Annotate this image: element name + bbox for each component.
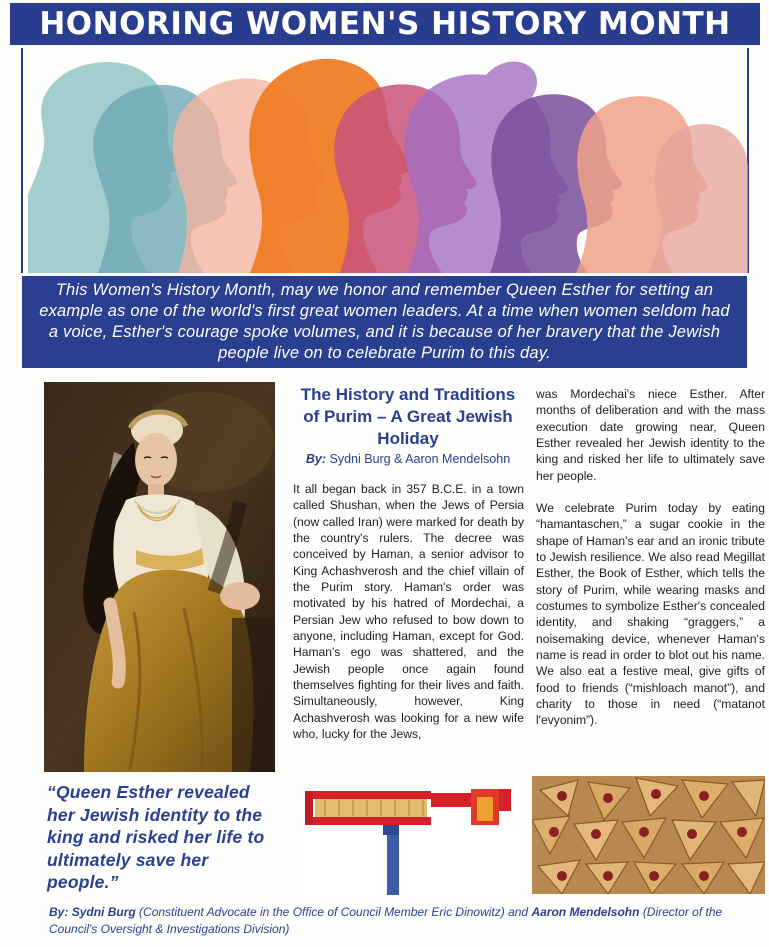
intro-callout: This Women's History Month, may we honor and remember Queen Esther for setting an example as one of the world's first great women leaders. At a time when women seldom had a voice, Esther's courage spoke volumes, and it is because of her bravery that the Jewish people live on to celebrate Purim to this day.: [22, 276, 747, 368]
byline-names: Sydni Burg & Aaron Mendelsohn: [329, 452, 511, 466]
queen-esther-portrait: [44, 382, 275, 772]
credits-name-2: Aaron Mendelsohn: [531, 905, 640, 919]
credits-by: By:: [49, 905, 69, 919]
article-paragraph-1-continued: was Mordechai's niece Esther. After months of deliberation and with the mass execution date growing near, Queen Esther revealed her Jewish identity to the king and risked her life to ultimately save her people.: [536, 387, 765, 483]
title-bar: [10, 3, 760, 45]
pull-quote: “Queen Esther revealed her Jewish identity to the king and risked her life to ultimately save her people.”: [47, 782, 265, 893]
credits-role-1: (Constituent Advocate in the Office of Council Member Eric Dinowitz) and: [139, 905, 529, 919]
left-border: [21, 48, 23, 273]
grogger-noisemaker-image: [305, 783, 520, 895]
hamantaschen-photo: [532, 776, 765, 894]
byline-label: By:: [305, 452, 326, 466]
silhouette-rose: [648, 124, 748, 273]
credits-name-1: Sydni Burg: [71, 905, 136, 919]
article-byline: [292, 452, 524, 466]
author-credits: [49, 904, 765, 938]
page-title: HONORING WOMEN'S HISTORY MONTH: [39, 6, 731, 42]
credits-role-2: (Director of the Council's Oversight & Investigations Division): [49, 905, 723, 936]
article-paragraph-1: It all began back in 357 B.C.E. in a town called Shushan, when the Jews of Persia (now called Iran) were marked for death by the country's rulers. The decree was conceived by Haman, a senior advisor to King Achashverosh and the chief villain of the Purim story. Haman's order was motivated by his hatred of Mordechai, a Persian Jew who refused to bow down to anyone, including Haman, except for God. Haman's ego was shattered, and the Jewish people once again found themselves fighting for their lives and faith. Simultaneously, however, King Achashverosh was looking for a new wife who, lucky for the Jews,: [293, 482, 524, 742]
article-title: The History and Traditions of Purim – A Great Jewish Holiday: [300, 385, 516, 448]
women-silhouettes-banner: [28, 45, 748, 273]
article-paragraph-2: We celebrate Purim today by eating “hamantaschen,” a sugar cookie in the shape of Haman's ear and an ironic tribute to Jewish resilience. We also read Megillat Esther, the Book of Esther, which tells the story of Purim, while wearing masks and costumes to symbolize Esther's concealed identity, and shaking “graggers,” a noisemaking device, whenever Haman's name is read in order to blot out his name. We also eat a festive meal, give gifts of food to friends (“mishloach manot”), and charity to those in need (“matanot l'evyonim”).: [536, 501, 765, 728]
